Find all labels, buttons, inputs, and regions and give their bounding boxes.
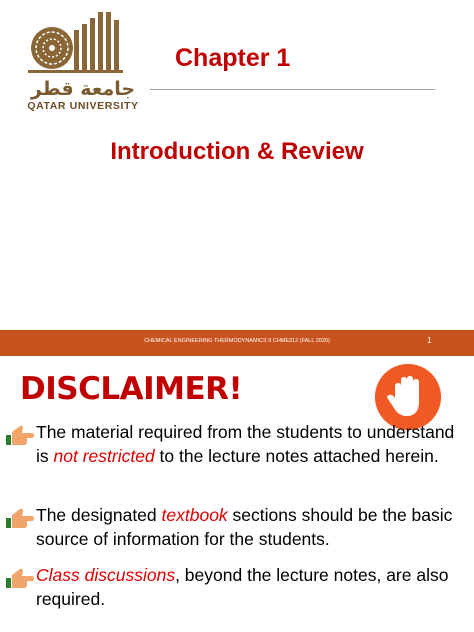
bullet-item	[36, 420, 466, 468]
slide-footer	[0, 330, 474, 356]
footer-page-number: 1	[427, 336, 432, 345]
bullet-text-post: , beyond the lecture notes, are also required.	[36, 565, 449, 609]
pointing-hand-icon	[4, 503, 34, 531]
disclaimer-slide	[0, 356, 474, 632]
title-divider	[150, 89, 435, 90]
bullet-emphasis: Class discussions	[36, 565, 176, 585]
pointing-hand-icon	[4, 563, 34, 591]
bullet-emphasis: textbook	[161, 505, 228, 525]
logo-arabic-text: جامعة قطر	[30, 78, 136, 100]
pointing-hand-icon	[4, 420, 34, 448]
chapter-title: Chapter 1	[175, 44, 291, 72]
bullet-item	[36, 563, 466, 611]
bullet-text-post: sections should be the basic source of information for the students.	[36, 505, 453, 549]
bullet-text-post: to the lecture notes attached herein.	[154, 446, 439, 466]
logo-english-text: QATAR UNIVERSITY	[27, 100, 139, 112]
disclaimer-heading: DISCLAIMER!	[20, 371, 243, 407]
bullet-text-pre: The material required from the students to understand is	[36, 422, 455, 466]
bullet-emphasis: not restricted	[53, 446, 155, 466]
chapter-subtitle: Introduction & Review	[110, 138, 364, 165]
footer-course-text: CHEMICAL ENGINEERING THERMODYNAMICS II CHME312 (FALL 2020)	[144, 338, 330, 344]
bullet-text-pre: The designated	[36, 505, 162, 525]
bullet-item	[36, 503, 466, 551]
